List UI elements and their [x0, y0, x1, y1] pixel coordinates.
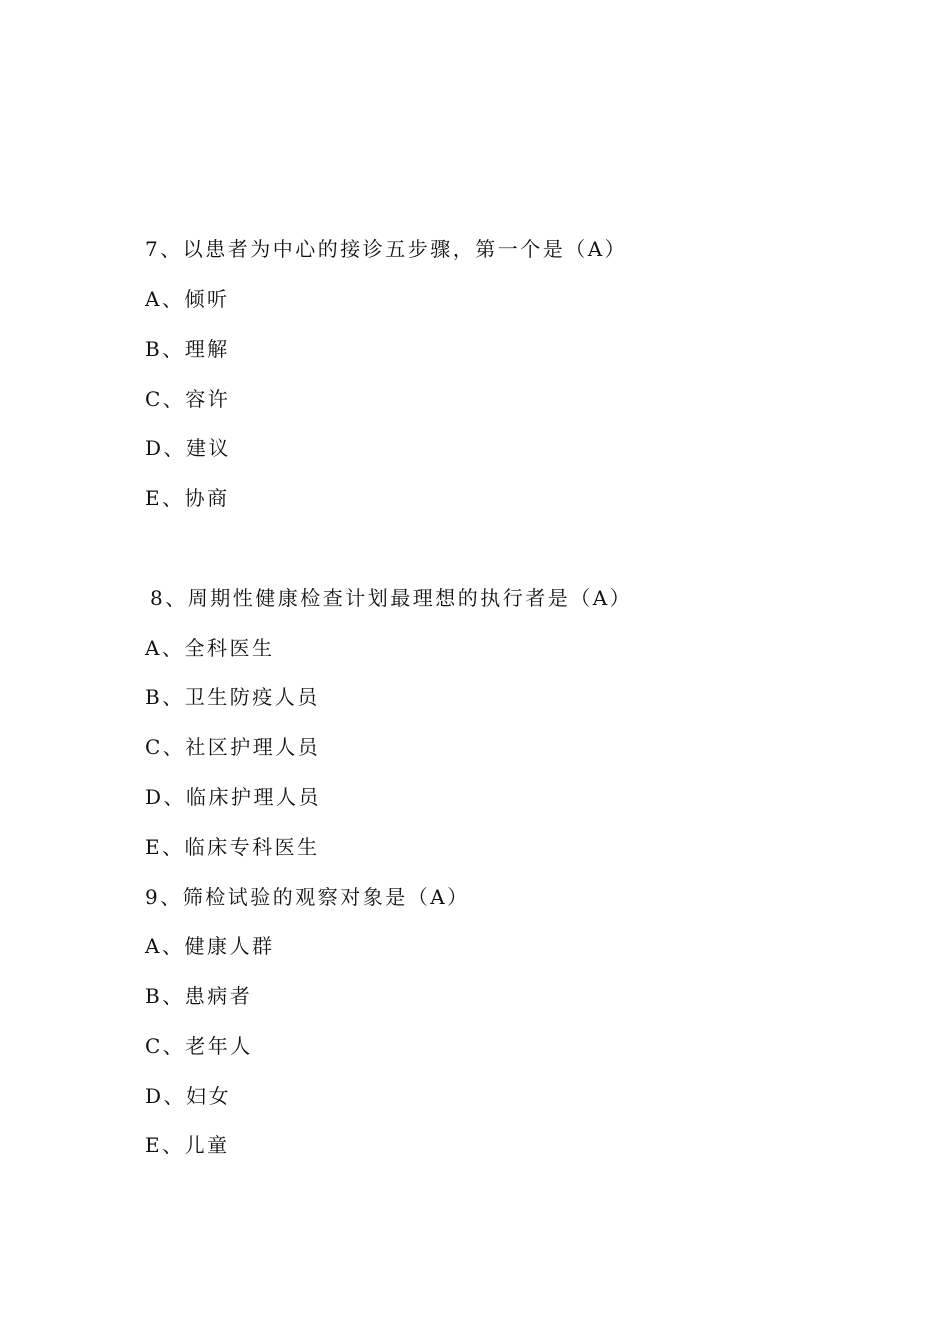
question-9: 9、筛检试验的观察对象是（A） — [145, 885, 470, 909]
question-9-option-a: A、健康人群 — [145, 934, 275, 958]
question-7-option-d: D、建议 — [145, 436, 232, 460]
question-9-option-c: C、老年人 — [145, 1034, 253, 1058]
question-8-option-d: D、临床护理人员 — [145, 785, 322, 809]
question-8-option-c: C、社区护理人员 — [145, 735, 321, 759]
question-8: 8、周期性健康检查计划最理想的执行者是（A） — [150, 586, 633, 610]
question-8-option-e: E、临床专科医生 — [145, 835, 320, 859]
question-8-option-b: B、卫生防疫人员 — [145, 685, 320, 709]
question-9-option-b: B、患病者 — [145, 984, 253, 1008]
question-7: 7、以患者为中心的接诊五步骤，第一个是（A） — [145, 237, 628, 261]
question-7-option-c: C、容许 — [145, 387, 231, 411]
question-9-option-d: D、妇女 — [145, 1084, 232, 1108]
question-7-option-e: E、协商 — [145, 486, 230, 510]
question-7-option-b: B、理解 — [145, 337, 230, 361]
question-7-option-a: A、倾听 — [145, 287, 230, 311]
question-9-option-e: E、儿童 — [145, 1133, 230, 1157]
question-8-option-a: A、全科医生 — [145, 636, 275, 660]
